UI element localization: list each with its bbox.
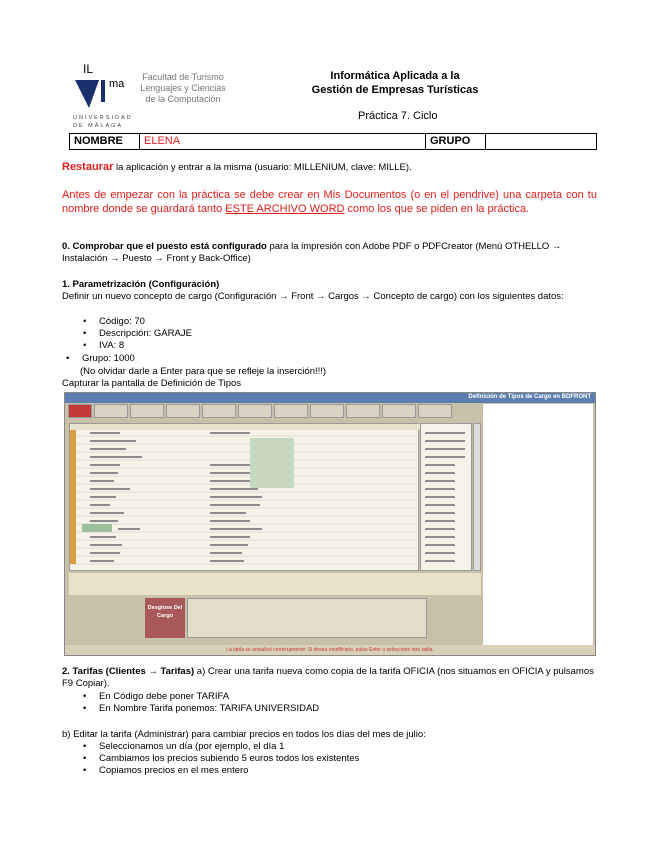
desglose-grid (187, 598, 427, 638)
toolbar-button (382, 404, 416, 418)
university-name: UNIVERSIDAD DE MÁLAGA (73, 115, 133, 129)
step1-heading: 1. Parametrización (Configuración) (62, 279, 220, 290)
step2-paragraph: 2. Tarifas (Clientes → Tarifas) a) Crear una tarifa nueva como copia de la tarifa OFICIA (nos situamos en OFICIA y pulsamos F9 Copiar). (62, 666, 594, 689)
cargo-types-grid (69, 423, 419, 571)
toolbar-button (346, 404, 380, 418)
grid-scrollbar (473, 423, 481, 571)
nombre-label: NOMBRE (70, 134, 140, 149)
word-file-link: ESTE ARCHIVO WORD (225, 203, 345, 215)
window-blank-area (483, 404, 593, 652)
list-item: • IVA: 8 (79, 340, 192, 352)
restaurar-paragraph (62, 161, 597, 174)
grid-footer (69, 573, 481, 595)
toolbar-button (418, 404, 452, 418)
window-titlebar (65, 393, 595, 403)
toolbar-button (94, 404, 128, 418)
embedded-screenshot (64, 392, 596, 656)
list-item: • Grupo: 1000 (62, 353, 135, 365)
step1-text: Definir un nuevo concepto de cargo (Configuración → Front → Cargos → Concepto de cargo) con los siguientes datos: (62, 291, 564, 302)
name-table (69, 133, 597, 150)
list-item: • Descripción: GARAJE (79, 328, 192, 340)
list-item: • En Nombre Tarifa ponemos: TARIFA UNIVERSIDAD (79, 703, 319, 715)
toolbar-button (130, 404, 164, 418)
logo-il-text: IL (83, 62, 94, 76)
toolbar-button (238, 404, 272, 418)
grupo-label: GRUPO (426, 134, 486, 149)
grupo-value[interactable] (486, 134, 596, 149)
step1-list (79, 316, 192, 352)
warning-paragraph: Antes de empezar con la práctica se debe crear en Mis Documentos (o en el pendrive) una carpeta con tu nombre donde se guardará tanto ESTE ARCHIVO WORD como los que se piden en la práctica. (62, 189, 597, 215)
step2b-text: b) Editar la tarifa (Administrar) para cambiar precios en todos los días del mes de julio: (62, 729, 426, 740)
restaurar-word: Restaurar (62, 161, 114, 173)
practica-subtitle: Práctica 7. Ciclo (358, 110, 438, 122)
toolbar-button (310, 404, 344, 418)
list-item: • Código: 70 (79, 316, 192, 328)
toolbar-button (274, 404, 308, 418)
list-item: • En Código debe poner TARIFA (79, 691, 319, 703)
step0-paragraph: 0. Comprobar que el puesto está configurado para la impresión con Adobe PDF o PDFCreator (Menú OTHELLO → Instalación → Puesto → Front y Back-Office) (62, 241, 562, 264)
status-message: La tabla se actualizó correctamente. Si desea modificarlo, pulse Enter o seleccione otra tabla. (65, 645, 595, 655)
list-item: • Cambiamos los precios subiendo 5 euros todos los existentes (79, 753, 359, 765)
capture-instruction: Capturar la pantalla de Definición de Tipos (62, 378, 242, 389)
grid-right-columns (420, 423, 472, 571)
nombre-value[interactable]: ELENA (140, 134, 426, 149)
faculty-name: Facultad de Turismo Lenguajes y Ciencias de la Computación (140, 72, 226, 104)
step2-list (79, 691, 319, 715)
document-title: Informática Aplicada a la Gestión de Empresas Turísticas (311, 70, 479, 96)
logo-ma-text: ma (109, 78, 125, 90)
desglose-panel: Desglose Del Cargo (145, 598, 185, 638)
window-title: Definición de Tipos de Cargo en BDFRONT (468, 394, 591, 400)
list-item: • Seleccionamos un día (por ejemplo, el día 1 (79, 741, 359, 753)
step2b-list (79, 741, 359, 777)
step1-note: (No olvidar darle a Enter para que se refleje la inserción!!!) (80, 366, 327, 377)
toolbar-button (202, 404, 236, 418)
grupo-list (62, 353, 135, 365)
logo-mark-icon (73, 72, 113, 112)
list-item: • Copiamos precios en el mes entero (79, 765, 359, 777)
grid-rows (70, 424, 420, 572)
toolbar-button (68, 404, 92, 418)
restaurar-text: la aplicación y entrar a la misma (usuario: MILLENIUM, clave: MILLE). (113, 162, 412, 173)
toolbar-button (166, 404, 200, 418)
